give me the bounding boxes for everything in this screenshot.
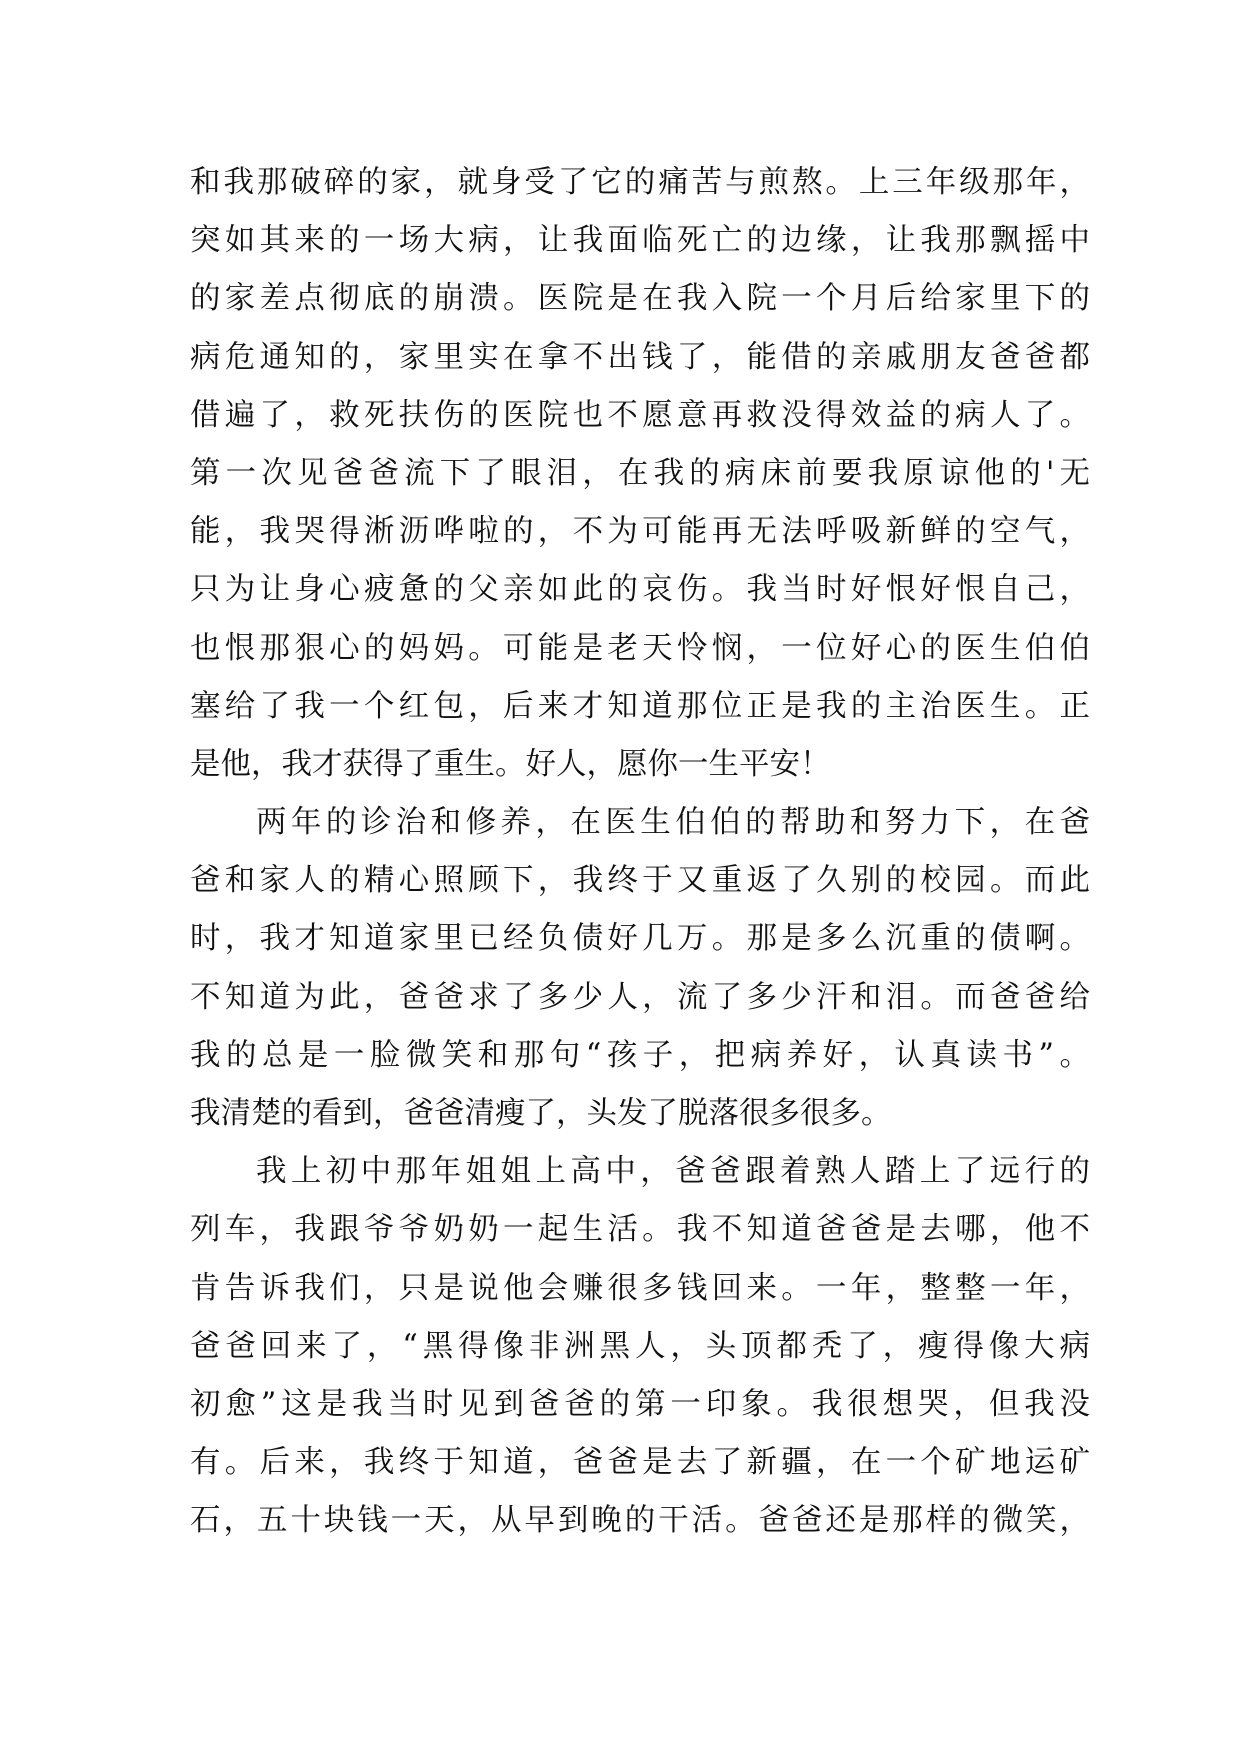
text-line: 我清楚的看到，爸爸清瘦了，头发了脱落很多很多。 bbox=[190, 1096, 892, 1131]
text-line: 我上初中那年姐姐上高中，爸爸跟着熟人踏上了远行的 bbox=[256, 1154, 1090, 1190]
text-line: 病危通知的，家里实在拿不出钱了，能借的亲戚朋友爸爸都 bbox=[190, 339, 1090, 375]
text-line: 的家差点彻底的崩溃。医院是在我入院一个月后给家里下的 bbox=[190, 281, 1090, 317]
text-line: 时，我才知道家里已经负债好几万。那是多么沉重的债啊。 bbox=[190, 921, 1090, 957]
text-line: 突如其来的一场大病，让我面临死亡的边缘，让我那飘摇中 bbox=[190, 223, 1090, 259]
text-line: 肯告诉我们，只是说他会赚很多钱回来。一年，整整一年， bbox=[190, 1270, 1090, 1306]
text-line: 有。后来，我终于知道，爸爸是去了新疆，在一个矿地运矿 bbox=[190, 1445, 1090, 1481]
text-line: 石，五十块钱一天，从早到晚的干活。爸爸还是那样的微笑， bbox=[190, 1503, 1090, 1539]
paragraph-3 bbox=[190, 1143, 1090, 1550]
text-line: 塞给了我一个红包，后来才知道那位正是我的主治医生。正 bbox=[190, 688, 1090, 724]
text-line: 爸爸回来了，“黑得像非洲黑人，头顶都秃了，瘦得像大病 bbox=[190, 1328, 1090, 1364]
text-line: 我的总是一脸微笑和那句“孩子，把病养好，认真读书”。 bbox=[190, 1037, 1090, 1073]
text-line: 初愈”这是我当时见到爸爸的第一印象。我很想哭，但我没 bbox=[190, 1386, 1090, 1422]
text-line: 爸和家人的精心照顾下，我终于又重返了久别的校园。而此 bbox=[190, 863, 1090, 899]
text-line: 第一次见爸爸流下了眼泪，在我的病床前要我原谅他的'无 bbox=[190, 455, 1090, 491]
paragraph-2 bbox=[190, 794, 1090, 1143]
article-body bbox=[190, 154, 1090, 1551]
text-line: 能，我哭得淅沥哗啦的，不为可能再无法呼吸新鲜的空气， bbox=[190, 514, 1090, 550]
text-line: 和我那破碎的家，就身受了它的痛苦与煎熬。上三年级那年， bbox=[190, 165, 1090, 200]
text-line: 不知道为此，爸爸求了多少人，流了多少汗和泪。而爸爸给 bbox=[190, 979, 1090, 1015]
paragraph-1 bbox=[190, 154, 1090, 794]
text-line: 借遍了，救死扶伤的医院也不愿意再救没得效益的病人了。 bbox=[190, 397, 1090, 433]
text-line: 也恨那狠心的妈妈。可能是老天怜悯，一位好心的医生伯伯 bbox=[190, 630, 1090, 666]
text-line: 是他，我才获得了重生。好人，愿你一生平安！ bbox=[190, 746, 831, 782]
text-line: 两年的诊治和修养，在医生伯伯的帮助和努力下，在爸 bbox=[256, 805, 1090, 841]
text-line: 列车，我跟爷爷奶奶一起生活。我不知道爸爸是去哪，他不 bbox=[190, 1212, 1090, 1248]
text-line: 只为让身心疲惫的父亲如此的哀伤。我当时好恨好恨自己， bbox=[190, 572, 1090, 608]
